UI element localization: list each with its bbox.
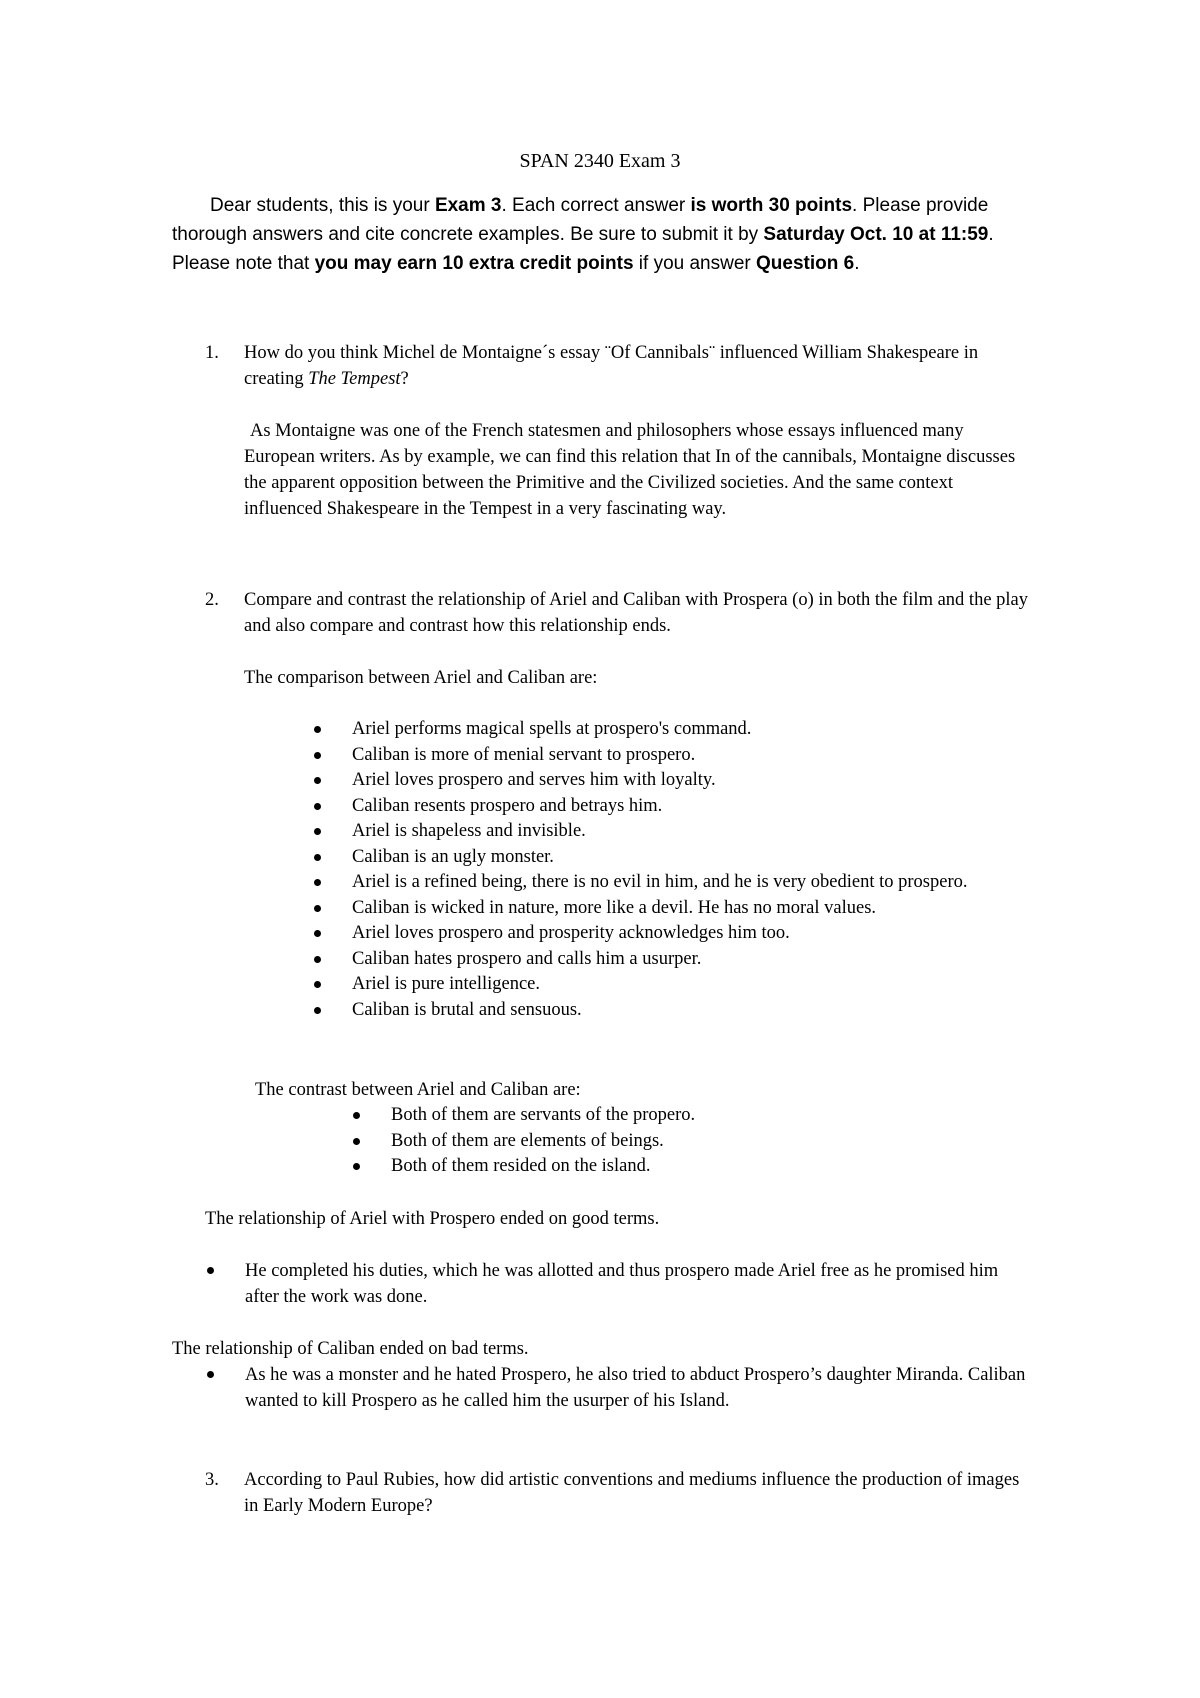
bullet-icon [314,879,321,886]
bullet-icon [314,1007,321,1014]
list-item-text: Both of them are servants of the propero. [391,1105,696,1125]
list-item-text: Both of them resided on the island. [391,1156,651,1176]
bullet-icon [353,1112,360,1119]
intro-text: . [854,253,860,274]
list-item-text: Caliban resents prospero and betrays him. [352,795,663,816]
question-1-text-part: How do you think Michel de Montaigne´s essay ¨Of Cannibals¨ influenced William Shakespeare in creating [244,343,979,389]
question-2-number: 2. [205,590,219,610]
list-item [352,870,1022,896]
bullet-icon [314,905,321,912]
list-item [391,1103,1031,1129]
bullet-icon [314,777,321,784]
list-item-text: He completed his duties, which he was allotted and thus prospero made Ariel free as he promised him after the work was done. [245,1261,999,1307]
list-item [352,947,1022,973]
list-item [391,1154,1031,1180]
ariel-ending-heading: The relationship of Ariel with Prospero ended on good terms. [205,1209,660,1229]
list-item-text: Caliban is more of menial servant to prospero. [352,744,696,765]
intro-text: . Please provide thorough answers and cite concrete examples. Be sure to submit it by [172,195,989,245]
bullet-icon [314,828,321,835]
question-2-text: Compare and contrast the relationship of Ariel and Caliban with Prospera (o) in both the film and the play and also compare and contrast how this relationship ends. [244,590,1029,636]
caliban-ending-list [245,1362,1035,1414]
list-item [352,972,1022,998]
bullet-icon [314,752,321,759]
list-item-text: Ariel is shapeless and invisible. [352,821,586,841]
list-item [352,794,1022,820]
list-item [352,998,1022,1024]
list-item [352,717,1022,743]
list-item [245,1362,1035,1414]
intro-bold: you may earn 10 extra credit points [314,253,634,274]
question-3-text: According to Paul Rubies, how did artistic conventions and mediums influence the production of images in Early Modern Europe? [244,1470,1020,1516]
list-item [391,1129,1031,1155]
list-item-text: Caliban is an ugly monster. [352,846,554,867]
intro-bold: is worth 30 points [690,195,853,216]
list-item-text: Ariel loves prospero and serves him with loyalty. [352,770,716,790]
question-1-text [244,340,1034,392]
question-1-number: 1. [205,343,219,363]
question-1-answer: As Montaigne was one of the French statesmen and philosophers whose essays influenced many European writers. As by example, we can find this relation that In of the cannibals, Montaigne discusses the apparent opposition between the Primitive and the Civilized societies. And the same context influenced Shakespeare in the Tempest in a very fascinating way. [244,421,1016,519]
list-item [352,845,1022,871]
list-item [245,1258,1035,1310]
bullet-icon [314,981,321,988]
bullet-icon [314,726,321,733]
intro-text: . Each correct answer [501,195,691,216]
list-item-text: Caliban is wicked in nature, more like a devil. He has no moral values. [352,897,877,918]
intro-paragraph [172,191,1042,278]
list-item-text: As he was a monster and he hated Prospero, he also tried to abduct Prospero’s daughter Miranda. Caliban wanted to kill Prospero as he called him the usurper of his Island. [245,1365,1026,1411]
bullet-icon [353,1163,360,1170]
list-item-text: Both of them are elements of beings. [391,1130,664,1151]
list-item [352,768,1022,794]
list-item-text: Ariel is pure intelligence. [352,974,541,994]
bullet-icon [353,1138,360,1145]
intro-text: if you answer [633,253,757,274]
intro-text: Dear students, this is your [210,195,435,216]
intro-bold: Question 6 [756,253,855,274]
bullet-icon [207,1371,214,1378]
list-item-text: Caliban is brutal and sensuous. [352,999,582,1020]
ariel-ending-list [245,1258,1035,1310]
bullet-icon [314,956,321,963]
intro-text: . Please note that [172,224,994,274]
comparison-heading: The comparison between Ariel and Caliban are: [244,668,598,688]
intro-bold: Saturday Oct. 10 at 11:59 [763,224,989,245]
list-item-text: Ariel is a refined being, there is no evil in him, and he is very obedient to prospero. [352,872,968,892]
list-item [352,743,1022,769]
list-item [352,819,1022,845]
comparison-list [352,717,1022,1023]
contrast-heading: The contrast between Ariel and Caliban are: [255,1080,581,1100]
page-title: SPAN 2340 Exam 3 [519,150,681,172]
question-1-italic-title: The Tempest [308,369,401,389]
caliban-ending-heading: The relationship of Caliban ended on bad terms. [172,1339,529,1359]
bullet-icon [314,930,321,937]
bullet-icon [207,1267,214,1274]
question-3-number: 3. [205,1470,219,1490]
list-item-text: Ariel loves prospero and prosperity acknowledges him too. [352,923,790,943]
list-item-text: Ariel performs magical spells at prospero's command. [352,719,752,739]
contrast-list [391,1103,1031,1180]
intro-bold: Exam 3 [434,195,502,216]
bullet-icon [314,803,321,810]
list-item-text: Caliban hates prospero and calls him a usurper. [352,948,702,969]
list-item [352,921,1022,947]
list-item [352,896,1022,922]
question-1-text-part: ? [400,369,409,389]
bullet-icon [314,854,321,861]
